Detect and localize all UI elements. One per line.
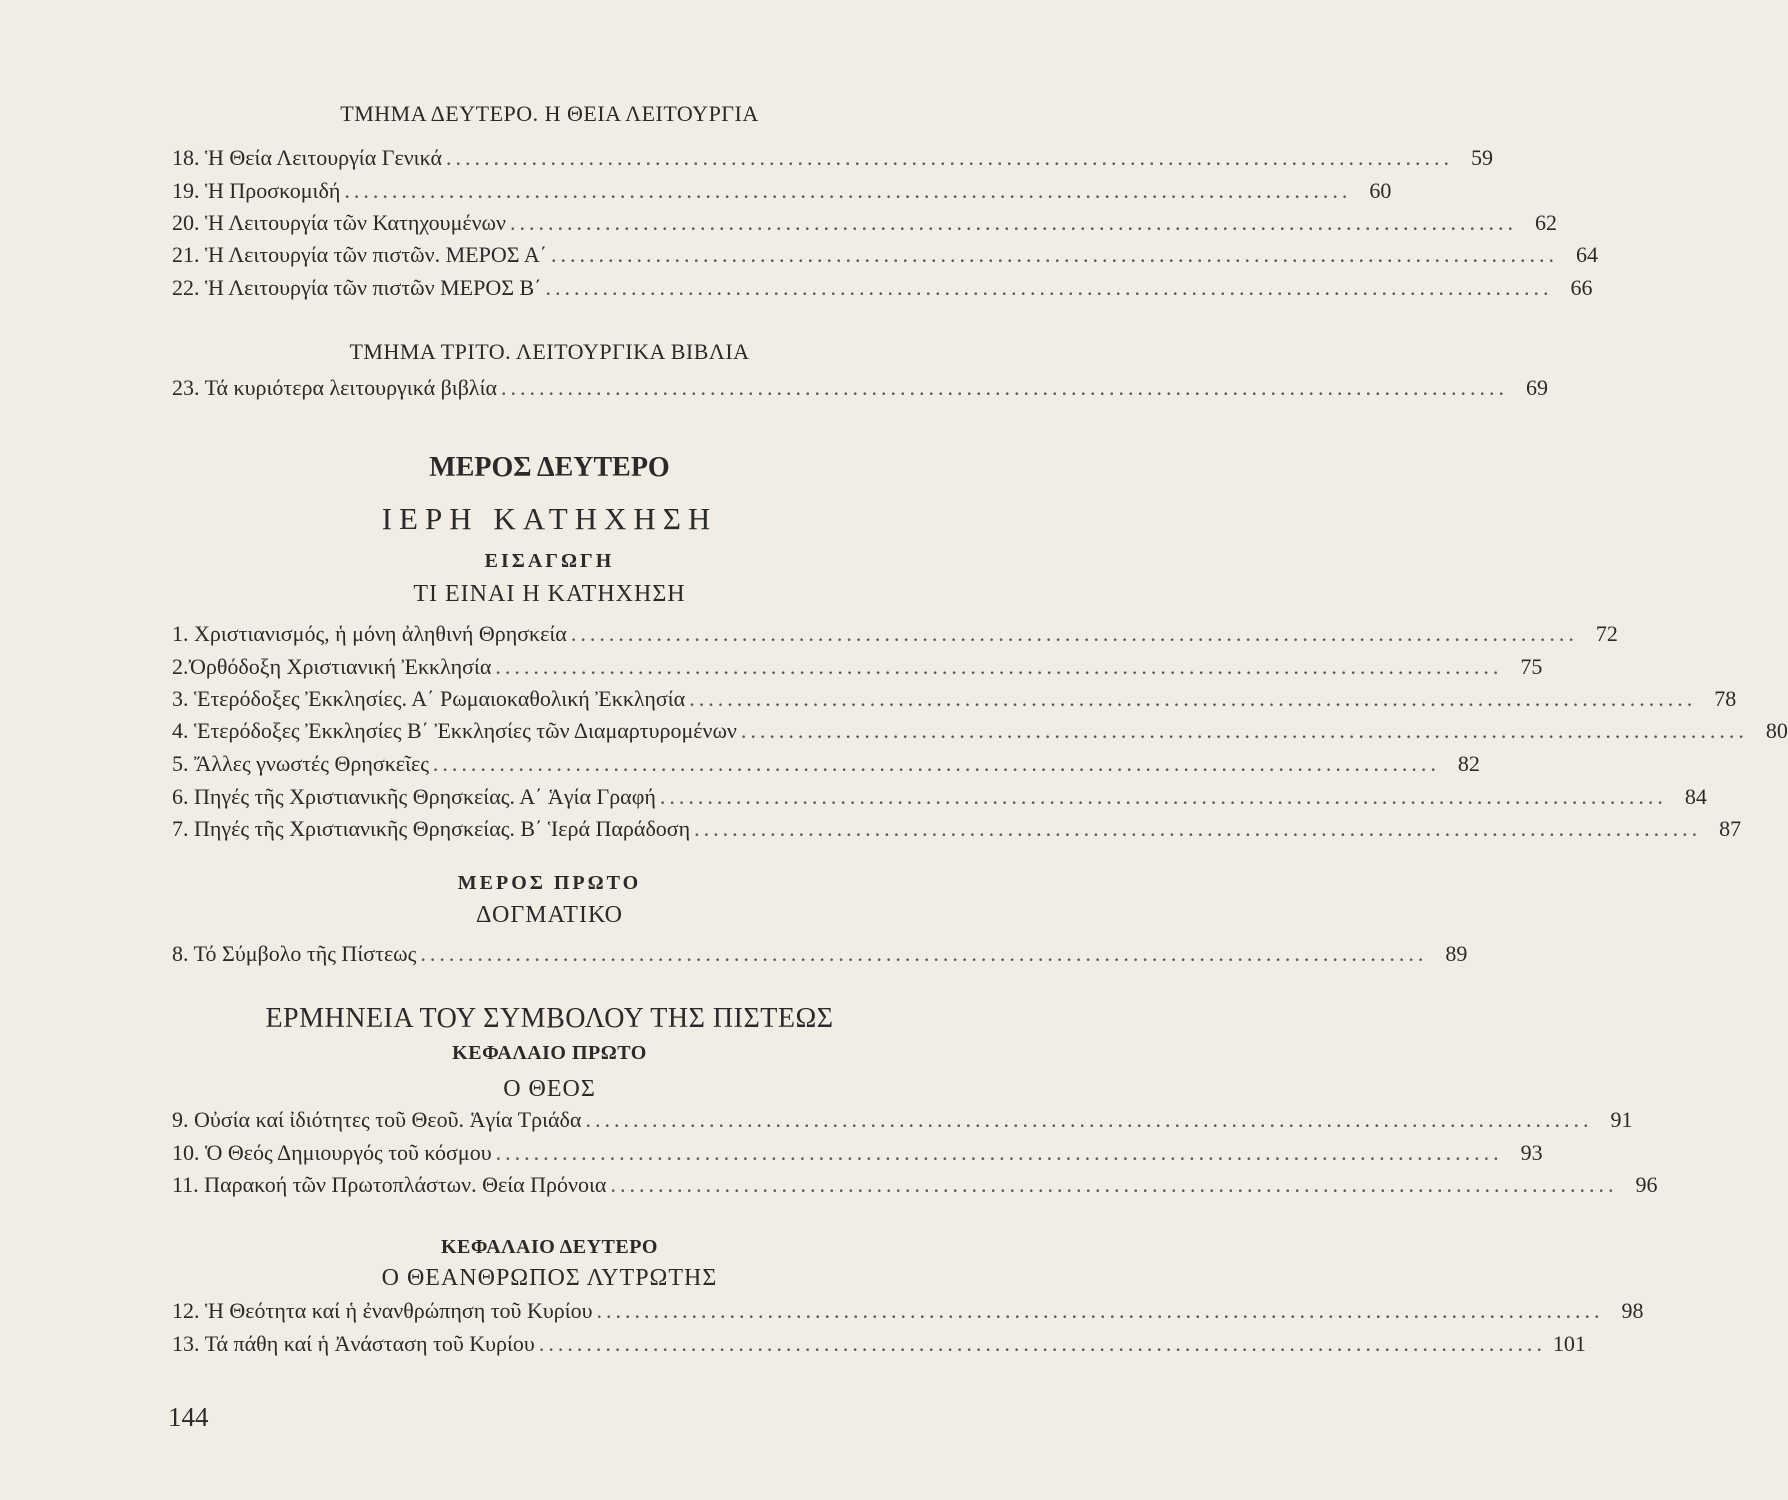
chapter-heading: ΚΕΦΑΛΑΙΟ ΔΕΥΤΕΡΟ [441, 1236, 658, 1258]
entry-title: 23. Τά κυριότερα λειτουργικά βιβλία [172, 375, 498, 400]
dot-leader: .......................................................................................................... [694, 816, 1702, 841]
entry-title: 9. Οὐσία καί ἰδιότητες τοῦ Θεοῦ. Ἁγία Τριάδα [172, 1107, 582, 1132]
section-heading: ΤΜΗΜΑ ΔΕΥΤΕΡΟ. Η ΘΕΙΑ ΛΕΙΤΟΥΡΓΙΑ [340, 101, 759, 126]
entry-title: 11. Παρακοή τῶν Πρωτοπλάστων. Θεία Πρόνοια [172, 1172, 607, 1197]
dot-leader: .......................................................................................................... [596, 1298, 1604, 1323]
toc-entry [172, 782, 1707, 812]
introduction-heading: ΕΙΣΑΓΩΓΗ [484, 550, 615, 572]
toc-entry [172, 176, 1392, 206]
dot-leader: .......................................................................................................... [495, 654, 1503, 679]
interpretation-heading: ΕΡΜΗΝΕΙΑ ΤΟΥ ΣΥΜΒΟΛΟΥ ΤΗΣ ΠΙΣΤΕΩΣ [265, 1003, 834, 1034]
dot-leader: .......................................................................................................... [446, 145, 1453, 170]
toc-entry [172, 1329, 1586, 1359]
entry-title: 3. Ἑτερόδοξες Ἐκκλησίες. Α΄ Ρωμαιοκαθολική Ἐκκλησία [172, 686, 686, 711]
toc-entry [172, 143, 1493, 173]
entry-page: 89 [1445, 941, 1468, 966]
entry-page: 82 [1457, 751, 1480, 776]
chapter-heading: ΚΕΦΑΛΑΙΟ ΠΡΩΤΟ [452, 1042, 647, 1064]
toc-entry [172, 749, 1480, 779]
toc-entry [172, 652, 1543, 682]
dot-leader: .......................................................................................................... [432, 751, 1440, 776]
dot-leader: .......................................................................................................... [509, 210, 1517, 235]
toc-entry [172, 814, 1742, 844]
dot-leader: .......................................................................................................... [570, 621, 1578, 646]
entry-title: 19. Ἡ Προσκομιδή [172, 178, 341, 203]
toc-entry [172, 273, 1593, 303]
entry-page: 84 [1684, 784, 1707, 809]
part-heading: ΜΕΡΟΣ ΔΕΥΤΕΡΟ [429, 452, 670, 483]
entry-title: 8. Τό Σύμβολο τῆς Πίστεως [172, 941, 417, 966]
subheading: ΤΙ ΕΙΝΑΙ Η ΚΑΤΗΧΗΣΗ [413, 581, 686, 607]
entry-page: 101 [1552, 1331, 1586, 1356]
entry-title: 7. Πηγές τῆς Χριστιανικῆς Θρησκείας. Β΄ Ἱερά Παράδοση [172, 816, 691, 841]
dot-leader: .......................................................................................................... [689, 686, 1697, 711]
entry-page: 75 [1520, 654, 1543, 679]
entry-page: 72 [1595, 621, 1618, 646]
entry-title: 12. Ἡ Θεότητα καί ἡ ἐνανθρώπηση τοῦ Κυρίου [172, 1298, 593, 1323]
entry-page: 98 [1621, 1298, 1644, 1323]
entry-page: 96 [1635, 1172, 1658, 1197]
section-heading: ΤΜΗΜΑ ΤΡΙΤΟ. ΛΕΙΤΟΥΡΓΙΚΑ ΒΙΒΛΙΑ [349, 339, 750, 364]
subheading: Ο ΘΕΟΣ [503, 1076, 596, 1102]
toc-entry [172, 716, 1788, 746]
toc-entry [172, 240, 1599, 270]
entry-title: 20. Ἡ Λειτουργία τῶν Κατηχουμένων [172, 210, 506, 235]
entry-title: 10. Ὁ Θεός Δημιουργός τοῦ κόσμου [172, 1140, 492, 1165]
entry-page: 80 [1765, 718, 1788, 743]
entry-page: 78 [1714, 686, 1737, 711]
dot-leader: .......................................................................................................... [344, 178, 1352, 203]
entry-title: 4. Ἑτερόδοξες Ἐκκλησίες Β΄ Ἐκκλησίες τῶν Διαμαρτυρομένων [172, 718, 737, 743]
toc-entry [172, 1105, 1633, 1135]
entry-page: 66 [1570, 275, 1593, 300]
dot-leader: .......................................................................................................... [495, 1140, 1503, 1165]
entry-title: 22. Ἡ Λειτουργία τῶν πιστῶν ΜΕΡΟΣ Β΄ [172, 275, 542, 300]
part-heading: ΜΕΡΟΣ ΠΡΩΤΟ [457, 872, 642, 894]
entry-page: 62 [1534, 210, 1557, 235]
dot-leader: .......................................................................................................... [610, 1172, 1618, 1197]
toc-entry [172, 208, 1557, 238]
dot-leader: .......................................................................................................... [545, 275, 1553, 300]
toc-entry [172, 373, 1549, 403]
entry-page: 64 [1576, 242, 1599, 267]
subheading: ΔΟΓΜΑΤΙΚΟ [476, 902, 623, 928]
dot-leader: .......................................................................................................... [551, 242, 1559, 267]
entry-title: 18. Ἡ Θεία Λειτουργία Γενικά [172, 145, 442, 170]
dot-leader: .......................................................................................................... [538, 1331, 1546, 1356]
entry-page: 93 [1520, 1140, 1543, 1165]
dot-leader: .......................................................................................................... [740, 718, 1748, 743]
entry-page: 59 [1471, 145, 1493, 170]
entry-title: 21. Ἡ Λειτουργία τῶν πιστῶν. ΜΕΡΟΣ Α΄ [172, 242, 548, 267]
main-heading: ΙΕΡΗ ΚΑΤΗΧΗΣΗ [381, 501, 718, 536]
entry-title: 1. Χριστιανισμός, ἡ μόνη ἀληθινή Θρησκεία [172, 621, 567, 646]
entry-title: 6. Πηγές τῆς Χριστιανικῆς Θρησκείας. Α΄ Ἁγία Γραφή [172, 784, 656, 809]
entry-title: 13. Τά πάθη καί ἡ Ἀνάσταση τοῦ Κυρίου [172, 1331, 535, 1356]
entry-page: 91 [1610, 1107, 1633, 1132]
toc-entry [172, 1170, 1658, 1200]
toc-entry [172, 684, 1737, 714]
dot-leader: .......................................................................................................... [501, 375, 1509, 400]
entry-title: 2.Ὀρθόδοξη Χριστιανική Ἐκκλησία [172, 654, 492, 679]
entry-title: 5. Ἄλλες γνωστές Θρησκεῖες [172, 751, 429, 776]
entry-page: 69 [1526, 375, 1549, 400]
entry-page: 87 [1719, 816, 1742, 841]
toc-entry [172, 939, 1468, 969]
subheading: Ο ΘΕΑΝΘΡΩΠΟΣ ΛΥΤΡΩΤΗΣ [381, 1265, 718, 1291]
page-number: 144 [168, 1402, 209, 1432]
dot-leader: .......................................................................................................... [659, 784, 1667, 809]
toc-entry [172, 1138, 1543, 1168]
toc-entry [172, 619, 1618, 649]
entry-page: 60 [1369, 178, 1392, 203]
toc-entry [172, 1296, 1644, 1326]
dot-leader: .......................................................................................................... [585, 1107, 1593, 1132]
dot-leader: .......................................................................................................... [420, 941, 1428, 966]
